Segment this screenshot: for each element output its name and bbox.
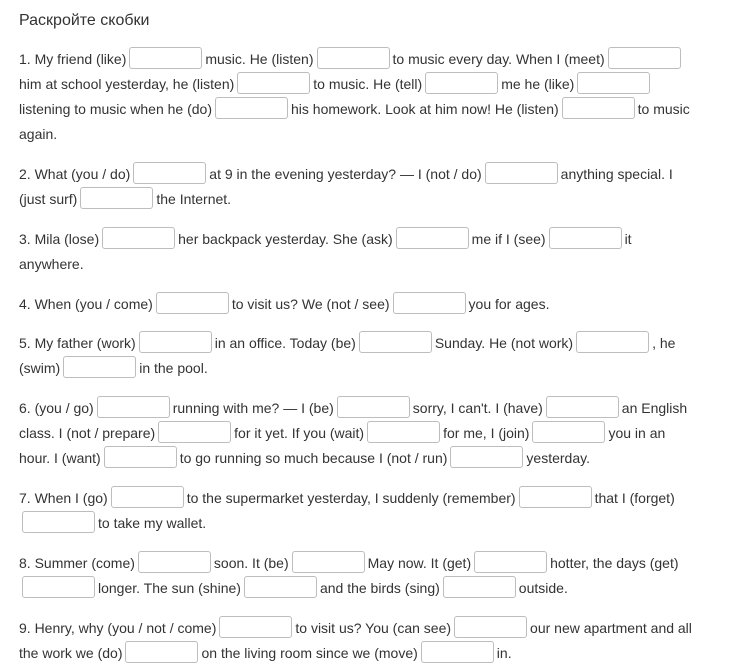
exercise-line — [19, 331, 675, 355]
answer-input[interactable] — [576, 331, 649, 353]
exercise-text: it — [624, 231, 632, 247]
answer-input[interactable] — [485, 162, 558, 184]
exercise-line — [19, 162, 673, 186]
answer-input[interactable] — [215, 97, 288, 119]
exercise-text: to visit us? We (not / see) — [231, 296, 390, 312]
exercise-text: at 9 in the evening yesterday? — I (not / do) — [209, 166, 482, 182]
exercise-text: 4. When (you / come) — [19, 296, 153, 312]
exercise-line — [19, 396, 687, 420]
exercise-line — [19, 486, 675, 510]
exercise-text: again. — [19, 126, 58, 142]
answer-input[interactable] — [97, 396, 170, 418]
answer-input[interactable] — [549, 227, 622, 249]
exercise-text: in the pool. — [139, 360, 208, 376]
exercise-text: the Internet. — [156, 191, 232, 207]
exercise-text: and the birds (sing) — [319, 580, 440, 596]
answer-input[interactable] — [546, 396, 619, 418]
answer-input[interactable] — [219, 616, 292, 638]
answer-input[interactable] — [125, 641, 198, 663]
exercise-text: 8. Summer (come) — [19, 555, 135, 571]
answer-input[interactable] — [421, 641, 494, 663]
answer-input[interactable] — [244, 576, 317, 598]
exercise-text: 5. My father (work) — [19, 335, 136, 351]
answer-input[interactable] — [519, 486, 592, 508]
exercise-line — [19, 511, 206, 535]
exercise-line — [19, 576, 568, 600]
exercise-text: that I (forget) — [594, 490, 675, 506]
answer-input[interactable] — [443, 576, 516, 598]
exercise-text: her backpack yesterday. She (ask) — [178, 231, 393, 247]
exercise-line — [19, 252, 84, 276]
exercise-text: for it yet. If you (wait) — [234, 425, 365, 441]
exercise-line — [19, 122, 57, 146]
answer-input[interactable] — [237, 72, 310, 94]
exercise-text: soon. It (be) — [213, 555, 289, 571]
exercise-text: yesterday. — [526, 450, 590, 466]
exercise-line — [19, 356, 208, 380]
exercise-text: anywhere. — [19, 256, 84, 272]
exercise-text: 2. What (you / do) — [19, 166, 131, 182]
exercise-text: hotter, the days (get) — [550, 555, 679, 571]
answer-input[interactable] — [133, 162, 206, 184]
exercise-line — [19, 47, 684, 71]
answer-input[interactable] — [139, 331, 212, 353]
exercise-text: to go running so much because I (not / run) — [179, 450, 448, 466]
answer-input[interactable] — [317, 47, 390, 69]
answer-input[interactable] — [577, 72, 650, 94]
page-title: Раскройте скобки — [19, 12, 150, 29]
answer-input[interactable] — [474, 551, 547, 573]
answer-input[interactable] — [359, 331, 432, 353]
exercise-text: 1. My friend (like) — [19, 51, 127, 67]
answer-input[interactable] — [102, 227, 175, 249]
exercise-text: the work we (do) — [19, 645, 123, 661]
exercise-text: on the living room since we (move) — [201, 645, 418, 661]
exercise-line — [19, 421, 665, 445]
exercise-text: an English — [621, 400, 688, 416]
answer-input[interactable] — [111, 486, 184, 508]
exercise-text: sorry, I can't. I (have) — [412, 400, 543, 416]
exercise-line — [19, 551, 679, 575]
answer-input[interactable] — [80, 187, 153, 209]
exercise-text: to visit us? You (can see) — [295, 620, 452, 636]
exercise-text: Sunday. He (not work) — [434, 335, 574, 351]
answer-input[interactable] — [562, 97, 635, 119]
exercise-text: you in an — [608, 425, 666, 441]
answer-input[interactable] — [454, 616, 527, 638]
answer-input[interactable] — [532, 421, 605, 443]
exercise-line — [19, 187, 231, 211]
exercise-text: in an office. Today (be) — [214, 335, 356, 351]
exercise-text: to music every day. When I (meet) — [392, 51, 605, 67]
answer-input[interactable] — [396, 227, 469, 249]
answer-input[interactable] — [367, 421, 440, 443]
answer-input[interactable] — [450, 446, 523, 468]
exercise-text: 6. (you / go) — [19, 400, 94, 416]
exercise-text: anything special. I — [560, 166, 673, 182]
exercise-line — [19, 97, 690, 121]
answer-input[interactable] — [393, 292, 466, 314]
exercise-text: (just surf) — [19, 191, 78, 207]
exercise-text: him at school yesterday, he (listen) — [19, 76, 235, 92]
exercise-text: May now. It (get) — [367, 555, 472, 571]
answer-input[interactable] — [22, 511, 95, 533]
answer-input[interactable] — [156, 292, 229, 314]
exercise-text: his homework. Look at him now! He (listen) — [291, 101, 559, 117]
exercise-text: music. He (listen) — [205, 51, 314, 67]
exercise-text: me if I (see) — [471, 231, 546, 247]
exercise-text: , he — [652, 335, 676, 351]
exercise-line — [19, 292, 549, 316]
exercise-text: running with me? — I (be) — [172, 400, 334, 416]
answer-input[interactable] — [138, 551, 211, 573]
exercise-line — [19, 227, 632, 251]
exercise-text: outside. — [518, 580, 568, 596]
exercise-text: 7. When I (go) — [19, 490, 108, 506]
exercise-text: class. I (not / prepare) — [19, 425, 156, 441]
exercise-text: 9. Henry, why (you / not / come) — [19, 620, 217, 636]
exercise-text: to music — [637, 101, 690, 117]
answer-input[interactable] — [104, 446, 177, 468]
answer-input[interactable] — [337, 396, 410, 418]
exercise-text: (swim) — [19, 360, 61, 376]
answer-input[interactable] — [63, 356, 136, 378]
answer-input[interactable] — [608, 47, 681, 69]
exercise-text: me he (like) — [501, 76, 575, 92]
exercise-line — [19, 616, 692, 640]
exercise-text: in. — [496, 645, 512, 661]
exercise-text: listening to music when he (do) — [19, 101, 212, 117]
exercise-text: for me, I (join) — [443, 425, 530, 441]
exercise-text: you for ages. — [468, 296, 550, 312]
exercise-line — [19, 72, 653, 96]
answer-input[interactable] — [292, 551, 365, 573]
exercise-text: to music. He (tell) — [313, 76, 423, 92]
exercise-line — [19, 446, 590, 470]
exercise-line — [19, 641, 512, 665]
exercise-text: to the supermarket yesterday, I suddenly (remember) — [186, 490, 516, 506]
answer-input[interactable] — [129, 47, 202, 69]
exercise-text: 3. Mila (lose) — [19, 231, 100, 247]
answer-input[interactable] — [425, 72, 498, 94]
answer-input[interactable] — [158, 421, 231, 443]
exercise-text: longer. The sun (shine) — [98, 580, 241, 596]
answer-input[interactable] — [22, 576, 95, 598]
exercise-text: hour. I (want) — [19, 450, 101, 466]
exercise-text: our new apartment and all — [530, 620, 692, 636]
exercise-text: to take my wallet. — [98, 515, 207, 531]
